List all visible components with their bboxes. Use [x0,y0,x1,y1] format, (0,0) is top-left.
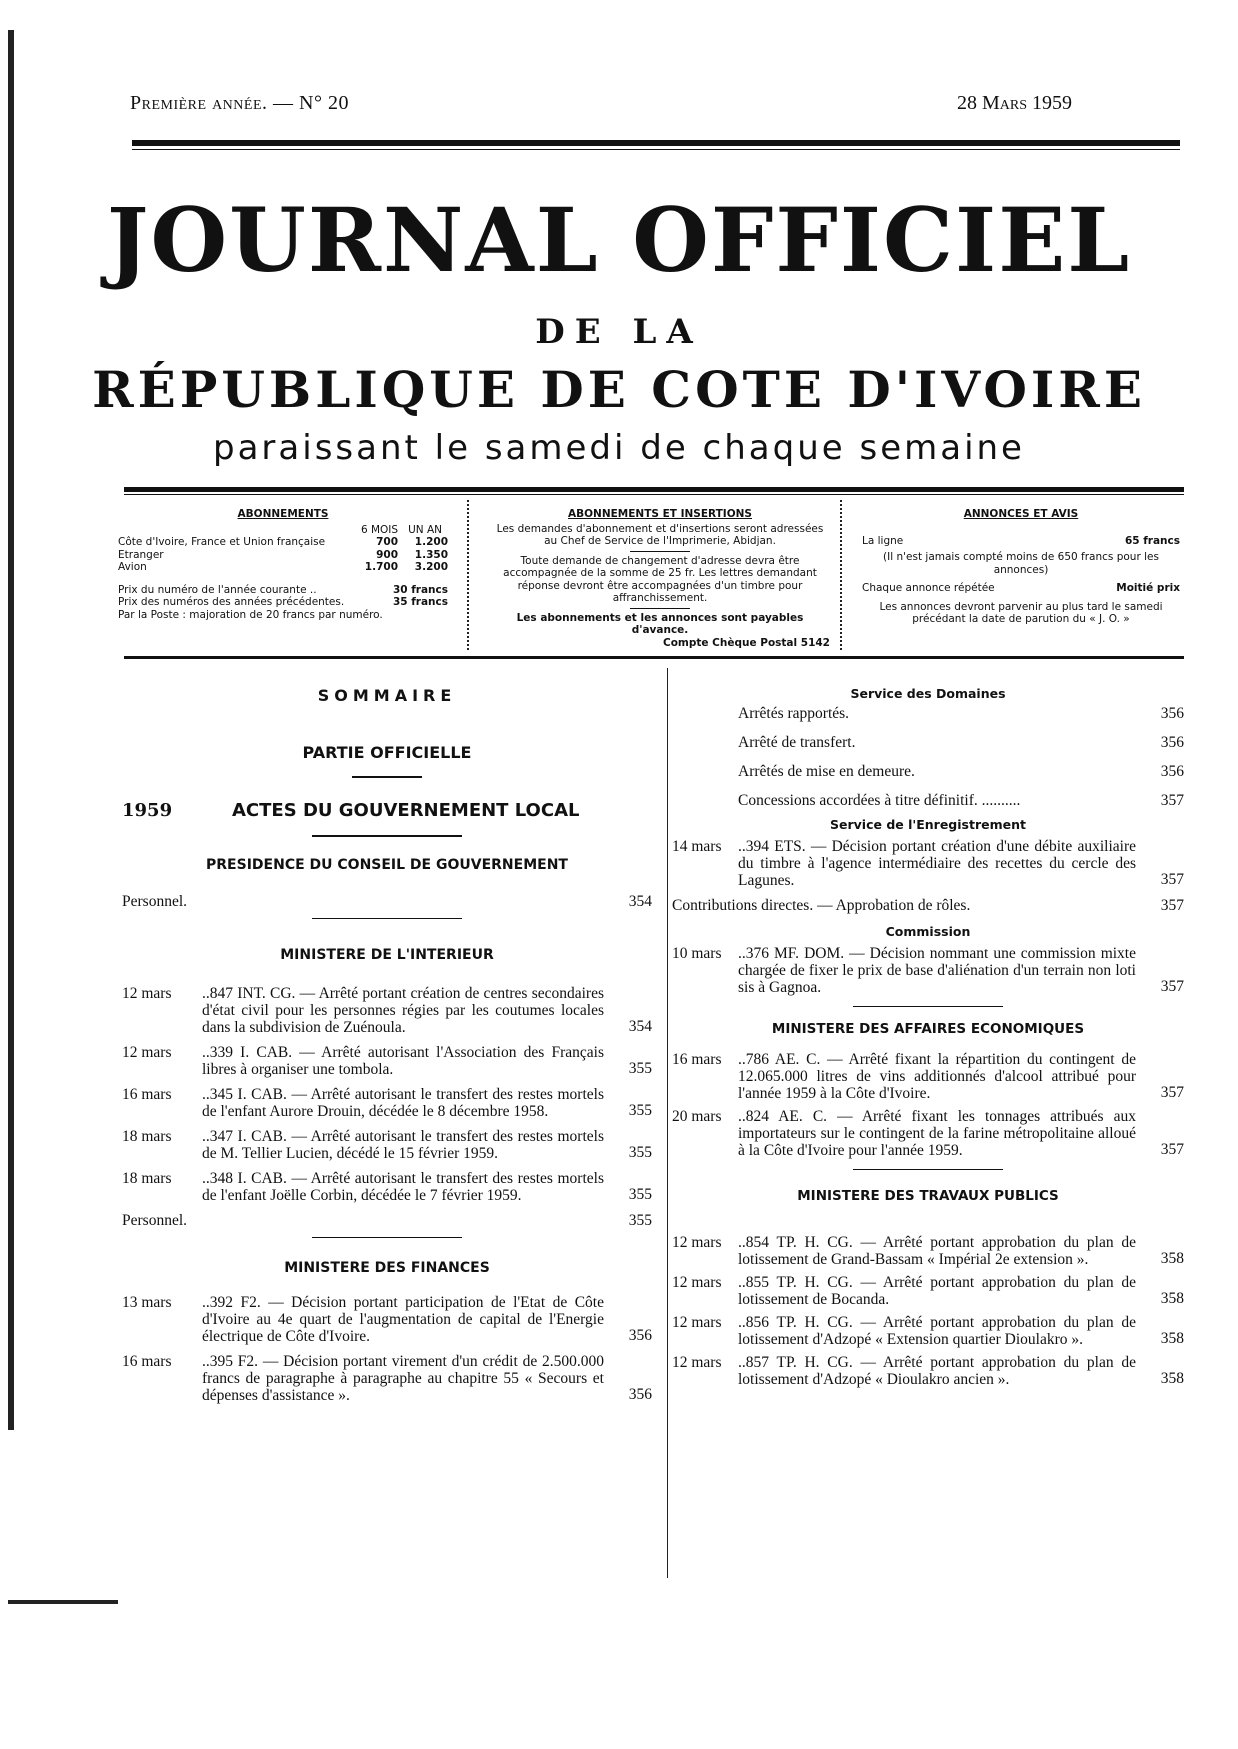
entry-text: ..395 F2. — Décision portant virement d'un crédit de 2.500.000 francs de paragraphe à paragraphe au chapitre 55 « Secours et dépenses d'assistance ». [202,1353,604,1404]
entry-date: 16 mars [672,1051,722,1068]
subscriptions-heading: ABONNEMENTS [237,508,329,520]
inserts-p2: Toute demande de changement d'adresse devra être accompagnée de la somme de 25 fr. Les lettres demandant réponse devront être accompagnées d'un timbre pour affranchissement. [503,554,817,604]
divider [312,1237,462,1238]
page-number: 357 [1160,792,1184,809]
sub-row-6mois: 900 [376,548,398,561]
entry-date: 12 mars [672,1314,722,1331]
postal-account: Compte Chèque Postal 5142 [663,636,830,649]
divider [853,1006,1003,1007]
post-surcharge: Par la Poste : majoration de 20 francs par numéro. [118,608,383,621]
entry-date: 12 mars [672,1354,722,1371]
entry-date: 13 mars [122,1294,172,1311]
sub-row-label: Etranger [118,548,164,561]
entry-text: ..847 INT. CG. — Arrêté portant création de centres secondaires d'état civil pour les personnes régies par les coutumes locales dans la subdivision de Zuénoula. [202,985,604,1036]
subscriptions-panel [118,508,448,621]
annonces-heading: ANNONCES ET AVIS [963,508,1079,520]
price-current-label: Prix du numéro de l'année courante .. [118,583,317,596]
entry-date: 12 mars [122,985,172,1002]
entry-date: 18 mars [122,1128,172,1145]
presidence-title: PRESIDENCE DU CONSEIL DE GOUVERNEMENT [206,857,568,873]
list-item [672,1051,1184,1102]
list-item [672,838,1184,889]
price-current-value: 30 francs [392,583,448,596]
list-item [122,985,652,1036]
page-number: 355 [628,1060,652,1077]
tp-list [672,1234,1184,1388]
entry-text: ..855 TP. H. CG. — Arrêté portant approbation du plan de lotissement de Bocanda. [738,1274,1136,1308]
entry-text: Concessions accordées à titre définitif. .......... [738,792,1021,809]
actes-title: ACTES DU GOUVERNEMENT LOCAL [232,800,580,821]
interieur-list [122,985,652,1204]
masthead-republic: RÉPUBLIQUE DE COTE D'IVOIRE [92,360,1146,419]
masthead-subtitle: paraissant le samedi de chaque semaine [213,428,1025,468]
divider [630,551,690,552]
page-number: 356 [628,1327,652,1344]
page-number: 356 [628,1386,652,1403]
list-item [122,1353,652,1404]
page-number: 357 [1160,1084,1184,1101]
finances-title: MINISTERE DES FINANCES [284,1260,490,1276]
entry-date: 12 mars [122,1044,172,1061]
entry-text: ..394 ETS. — Décision portant création d'une débite auxiliaire du timbre à l'agence intermédiaire des recettes du cercle des Lagunes. [738,838,1136,889]
entry-text: ..392 F2. — Décision portant participation de l'Etat de Côte d'Ivoire au 4e quart de l'augmentation de capital de l'Energie électrique de Côte d'Ivoire. [202,1294,604,1345]
page-number: 356 [1160,763,1184,780]
partie-officielle: PARTIE OFFICIELLE [302,743,472,762]
min-note: (Il n'est jamais compté moins de 650 francs pour les annonces) [883,551,1159,576]
inserts-panel [490,508,830,649]
price-previous-label: Prix des numéros des années précédentes. [118,596,345,608]
entry-text: ..786 AE. C. — Arrêté fixant la répartition du contingent de 12.065.000 litres de vins additionnés d'alcool attribué pour l'année 1959 à la Côte d'Ivoire. [738,1051,1136,1102]
header-rule [132,140,1180,146]
entry-date: 16 mars [122,1086,172,1103]
tp-title: MINISTERE DES TRAVAUX PUBLICS [797,1188,1059,1204]
sub-row-year: 3.200 [414,561,448,573]
sub-row-label: Avion [118,561,147,573]
page-number: 358 [1160,1330,1184,1347]
sub-row-year: 1.350 [414,548,448,561]
sommaire-title: SOMMAIRE [317,686,457,705]
box-top-rule [124,487,1184,492]
sub-row-year: 1.200 [414,536,448,548]
divider [630,608,690,609]
domaines-title: Service des Domaines [850,686,1006,701]
entry-date: 16 mars [122,1353,172,1370]
list-item [672,945,1184,996]
left-column [122,686,652,1412]
list-item [122,1044,652,1078]
entry-date: 10 mars [672,945,722,962]
header-rule-thin [132,149,1180,150]
masthead-de-la: DE LA [535,312,703,352]
entry-text: ..348 I. CAB. — Arrêté autorisant le transfert des restes mortels de l'enfant Joëlle Corbin, décédée le 7 février 1959. [202,1170,604,1204]
divider [312,835,462,837]
inserts-p3: Les abonnements et les annonces sont payables d'avance. [516,611,804,636]
page-number: 357 [1160,897,1184,914]
page-number: 358 [1160,1370,1184,1387]
repeat-label: Chaque annonce répétée [862,582,995,594]
entry-text: ..856 TP. H. CG. — Arrêté portant approbation du plan de lotissement d'Adzopé « Extension quartier Dioulakro ». [738,1314,1136,1348]
sub-row-6mois: 700 [376,536,398,548]
list-item [672,1354,1184,1388]
entry-text: ..824 AE. C. — Arrêté fixant les tonnages attribués aux importateurs sur le contingent de la farine métropolitaine alloué à la Côte d'Ivoire pour l'année 1959. [738,1108,1136,1159]
journal-title: JOURNAL OFFICIEL [106,188,1132,292]
entry-text: ..854 TP. H. CG. — Arrêté portant approbation du plan de lotissement de Grand-Bassam « Impérial 2e extension ». [738,1234,1136,1268]
page-number: 354 [628,893,652,910]
divider [312,918,462,919]
page-number: 356 [1160,734,1184,751]
page-number: 357 [1160,871,1184,888]
entry-date: 12 mars [672,1234,722,1251]
entry-text: Arrêtés de mise en demeure. [738,763,915,780]
list-item [672,1234,1184,1268]
entry-text: ..339 I. CAB. — Arrêté autorisant l'Association des Français libres à organiser une tombola. [202,1044,604,1078]
divider [352,776,422,778]
col-6mois: 6 MOIS [360,523,399,536]
sub-row-6mois: 1.700 [364,561,398,573]
entry-date: 18 mars [122,1170,172,1187]
list-item [122,1170,652,1204]
ligne-value: 65 francs [1124,534,1180,547]
price-previous-value: 35 francs [392,596,448,608]
column-divider [667,668,668,1578]
finances-list [122,1294,652,1404]
page-number: 357 [1160,978,1184,995]
sub-row-label: Côte d'Ivoire, France et Union française [118,536,326,548]
ligne-label: La ligne [862,534,904,547]
margin-mark [8,1600,118,1604]
page-number: 354 [628,1018,652,1035]
repeat-value: Moitié prix [1116,582,1180,594]
entry-text: ..347 I. CAB. — Arrêté autorisant le transfert des restes mortels de M. Tellier Lucien, décédé le 15 février 1959. [202,1128,604,1162]
annonces-panel [862,508,1180,626]
entry-text: ..345 I. CAB. — Arrêté autorisant le transfert des restes mortels de l'enfant Aurore Drouin, décédée le 8 décembre 1958. [202,1086,604,1120]
col-un-an: UN AN [408,523,442,536]
commission-title: Commission [885,924,971,939]
entry-date: 14 mars [672,838,722,855]
page-number: 358 [1160,1290,1184,1307]
personnel-label: Personnel. [122,893,188,910]
page-number: 357 [1160,1141,1184,1158]
box-separator [467,500,471,650]
eco-title: MINISTERE DES AFFAIRES ECONOMIQUES [771,1021,1085,1037]
box-bottom-rule [124,656,1184,659]
page-number: 355 [628,1212,652,1229]
enregistrement-title: Service de l'Enregistrement [830,817,1026,832]
right-column [672,686,1184,1394]
contrib-text: Contributions directes. — Approbation de rôles. [672,897,971,914]
entry-date: 20 mars [672,1108,722,1125]
inserts-p1: Les demandes d'abonnement et d'insertions seront adressées au Chef de Service de l'Imprimerie, Abidjan. [496,522,824,547]
issue-number: Première année. — N° 20 [130,92,349,114]
divider [853,1169,1003,1170]
interieur-title: MINISTERE DE L'INTERIEUR [280,947,494,963]
entry-text: Arrêté de transfert. [738,734,856,751]
list-item [122,1086,652,1120]
box-top-rule-thin [124,494,1184,495]
entry-date: 12 mars [672,1274,722,1291]
box-separator [840,500,844,650]
entry-text: ..857 TP. H. CG. — Arrêté portant approbation du plan de lotissement d'Adzopé « Dioulakro ancien ». [738,1354,1136,1388]
page-number: 356 [1160,705,1184,722]
inserts-heading: ABONNEMENTS ET INSERTIONS [568,508,752,520]
list-item [122,1128,652,1162]
personnel-label: Personnel. [122,1212,188,1229]
list-item [672,1274,1184,1308]
page-number: 358 [1160,1250,1184,1267]
entry-text: Arrêtés rapportés. [738,705,850,722]
entry-text: ..376 MF. DOM. — Décision nommant une commission mixte chargée de fixer le prix de base d'aliénation d'un terrain non loti sis à Gagnoa. [738,945,1136,996]
page-number: 355 [628,1144,652,1161]
list-item [672,1108,1184,1159]
page-number: 355 [628,1186,652,1203]
deadline-note: Les annonces devront parvenir au plus tard le samedi précédant la date de parution du « J. O. » [879,600,1163,625]
section-year: 1959 [122,800,173,821]
page-number: 355 [628,1102,652,1119]
list-item [122,1294,652,1345]
eco-list [672,1051,1184,1159]
domaines-list [672,705,1184,809]
list-item [672,1314,1184,1348]
issue-date: 28 Mars 1959 [956,92,1072,114]
